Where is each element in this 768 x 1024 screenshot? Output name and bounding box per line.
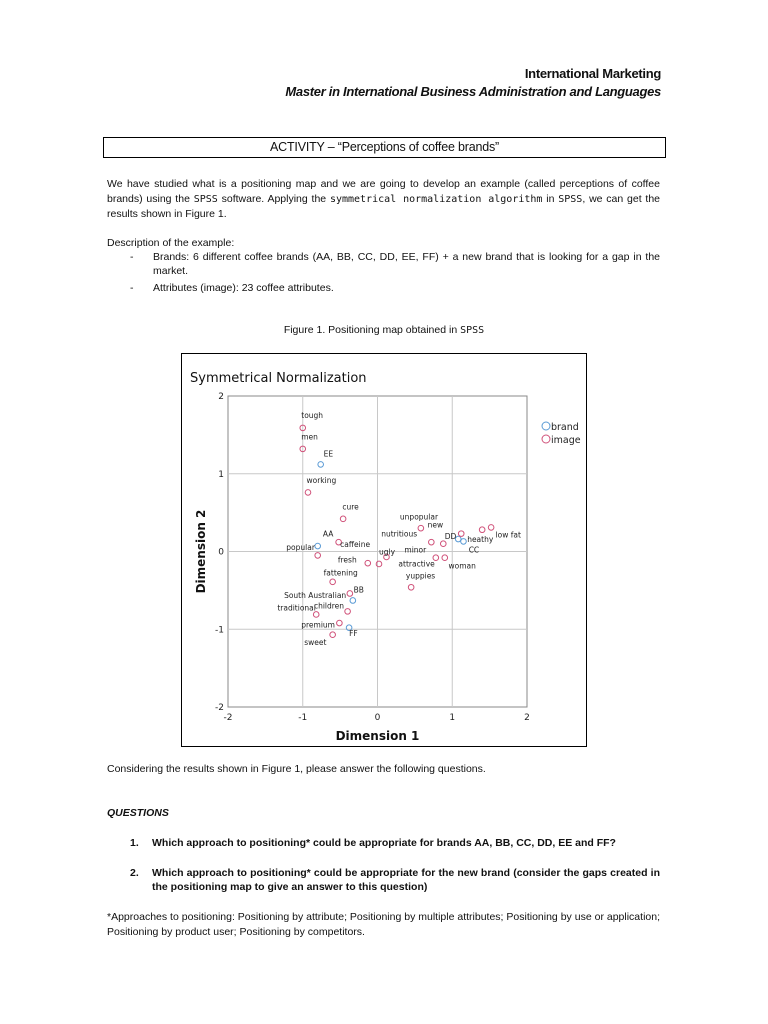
figure-caption xyxy=(0,324,768,336)
x-tick-label: 2 xyxy=(524,713,530,723)
point-label: popular xyxy=(286,542,315,552)
x-axis-label: Dimension 1 xyxy=(335,729,420,743)
program-title: Master in International Business Administration and Languages xyxy=(285,84,661,99)
legend-marker-brand xyxy=(542,422,550,430)
x-tick-label: -2 xyxy=(223,713,233,723)
figure-caption-spss: SPSS xyxy=(460,325,485,336)
point-label: South Australian xyxy=(284,591,347,601)
legend-label-brand: brand xyxy=(551,422,579,433)
spss-term-2: SPSS xyxy=(558,194,583,205)
point-label: attractive xyxy=(398,559,435,569)
question-2 xyxy=(130,866,660,894)
footnote: *Approaches to positioning: Positioning by attribute; Positioning by multiple attributes; Positioning by use or application; Positioning by product user; Positioning by competitors. xyxy=(107,911,660,938)
x-tick-label: 0 xyxy=(374,713,381,723)
description-label: Description of the example: xyxy=(107,237,235,249)
point-label: heathy xyxy=(467,535,494,545)
y-tick-label: 0 xyxy=(218,547,224,558)
bullet-dash: - xyxy=(130,282,134,294)
symmetrical-normalization-term: symmetrical normalization algorithm xyxy=(329,194,543,205)
intro-paragraph xyxy=(107,177,660,222)
question-number: 2. xyxy=(130,867,139,879)
point-label: minor xyxy=(404,545,427,555)
question-1 xyxy=(130,836,660,850)
intro-text-2: software. Applying the xyxy=(221,193,327,205)
positioning-map-chart xyxy=(182,354,586,746)
point-label: fattening xyxy=(323,568,358,578)
questions-heading: QUESTIONS xyxy=(107,807,169,819)
activity-title-box xyxy=(103,137,666,158)
point-label: DD xyxy=(444,532,457,542)
bullet-brands xyxy=(130,250,660,278)
point-label: CC xyxy=(468,545,480,555)
question-text: Which approach to positioning* could be appropriate for brands AA, BB, CC, DD, EE and FF? xyxy=(152,837,616,849)
y-tick-label: 1 xyxy=(218,469,224,480)
point-label: nutritious xyxy=(381,529,418,539)
y-tick-label: -1 xyxy=(215,625,224,636)
point-label: unpopular xyxy=(399,512,439,522)
point-label: premium xyxy=(301,620,336,630)
question-number: 1. xyxy=(130,837,139,849)
instruction-text: Considering the results shown in Figure 1, please answer the following questions. xyxy=(107,763,486,775)
point-label: cure xyxy=(342,502,359,512)
point-label: new xyxy=(427,520,444,530)
bullet-attributes xyxy=(130,281,660,295)
bullet-dash: - xyxy=(130,251,134,263)
point-label: ugly xyxy=(378,547,396,557)
point-label: low fat xyxy=(495,530,521,540)
point-label: woman xyxy=(448,561,476,571)
point-label: AA xyxy=(322,529,334,539)
intro-text-4: , we can get the results shown in Figure 1. xyxy=(107,193,661,220)
point-label: children xyxy=(313,601,345,611)
bullet-brands-text: Brands: 6 different coffee brands (AA, BB, CC, DD, EE, FF) + a new brand that is looking for a gap in the market. xyxy=(153,251,660,277)
point-label: EE xyxy=(323,449,334,459)
point-label: caffeine xyxy=(340,539,371,549)
point-label: working xyxy=(306,476,337,486)
bullet-attributes-text: Attributes (image): 23 coffee attributes. xyxy=(153,282,334,294)
point-label: fresh xyxy=(337,555,357,565)
x-tick-label: -1 xyxy=(298,713,308,723)
activity-title: ACTIVITY – “Perceptions of coffee brands” xyxy=(270,140,499,154)
figure-caption-text: Figure 1. Positioning map obtained in xyxy=(283,324,458,336)
chart-title: Symmetrical Normalization xyxy=(190,371,367,386)
point-label: sweet xyxy=(304,637,327,647)
y-axis-label: Dimension 2 xyxy=(194,509,208,594)
point-label: BB xyxy=(353,585,364,595)
positioning-map-figure xyxy=(181,353,587,747)
y-tick-label: 2 xyxy=(218,392,224,402)
x-tick-label: 1 xyxy=(449,713,456,723)
legend-label-image: image xyxy=(551,435,581,446)
point-label: traditional xyxy=(277,603,316,613)
legend-marker-image xyxy=(542,435,550,443)
spss-term-1: SPSS xyxy=(193,194,218,205)
point-label: FF xyxy=(349,629,358,639)
point-label: yuppies xyxy=(405,571,436,581)
question-text: Which approach to positioning* could be appropriate for the new brand (consider the gaps created in the positioning map to give an answer to this question) xyxy=(152,867,660,893)
intro-text-1: We have studied what is a positioning map and we are going to develop an example (called perceptions of coffee brands) using the xyxy=(107,178,660,205)
point-label: tough xyxy=(301,410,324,420)
y-tick-label: -2 xyxy=(215,703,224,713)
intro-text-3: in xyxy=(546,193,555,205)
point-label: men xyxy=(301,432,318,442)
course-title: International Marketing xyxy=(524,66,661,81)
